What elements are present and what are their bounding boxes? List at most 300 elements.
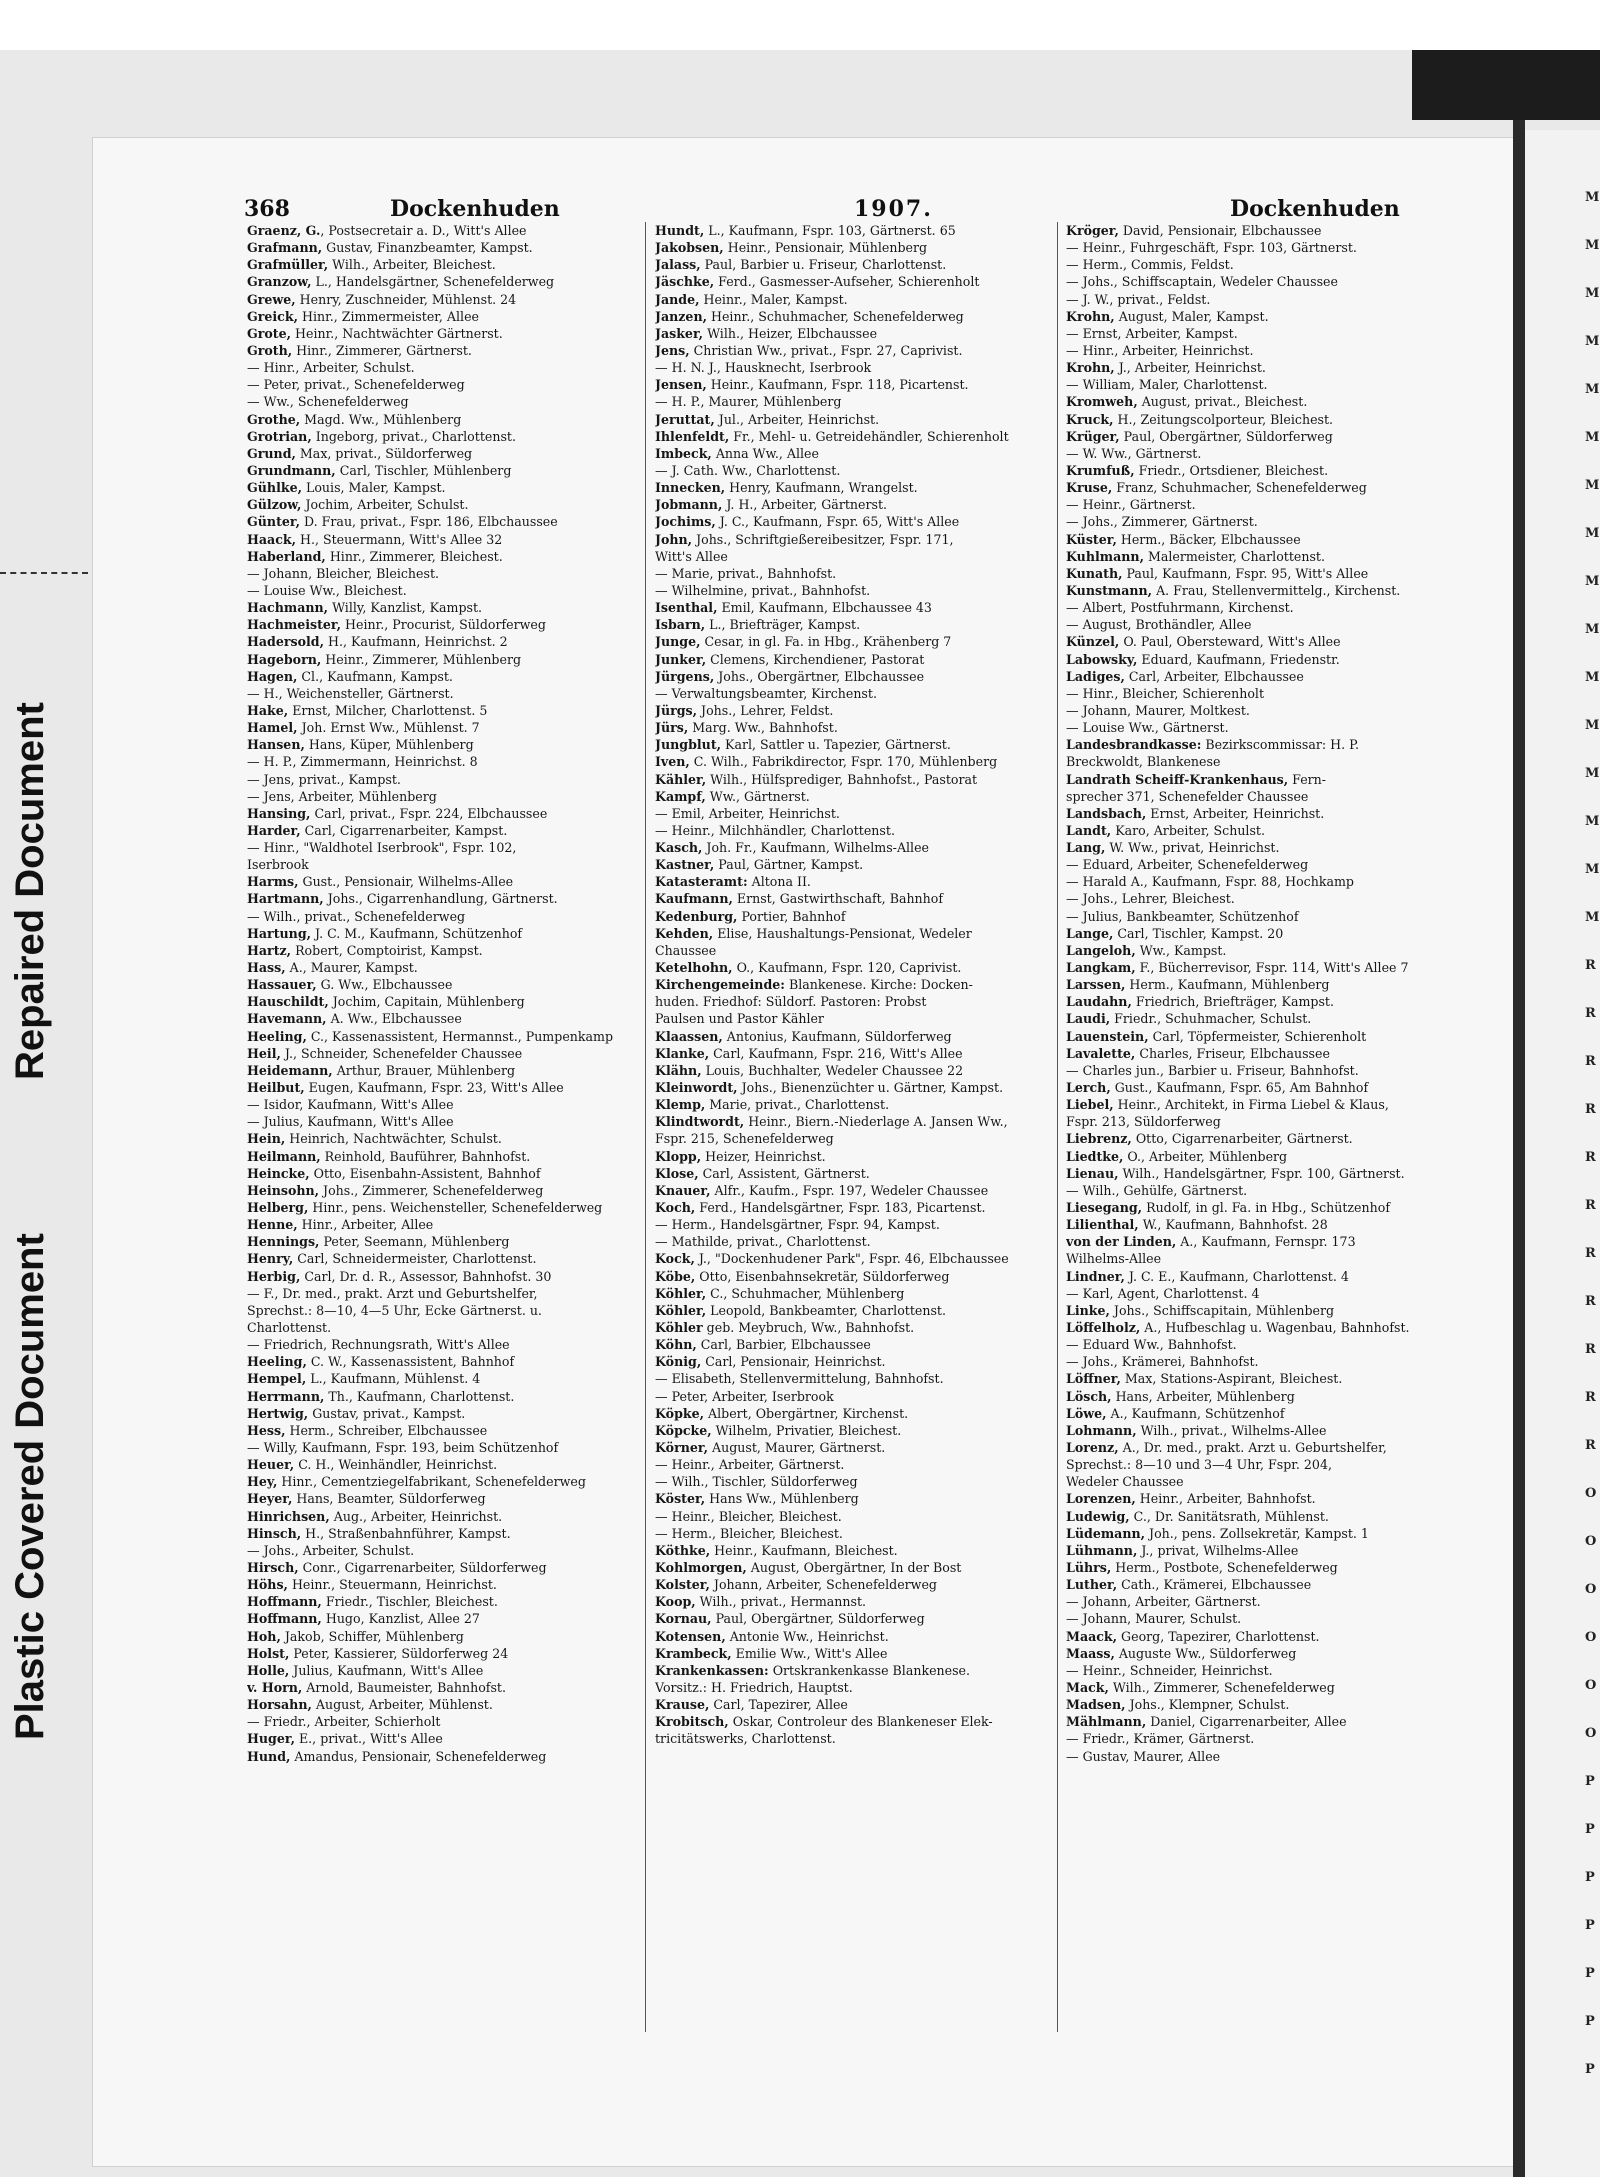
next-page-edge (1525, 130, 1600, 2177)
directory-entry (1066, 993, 1466, 1010)
entry-details: Antonie Ww., Heinrichst. (725, 1628, 889, 1644)
entry-name: Kaufmann, (655, 891, 733, 907)
directory-entry (655, 771, 1055, 788)
entry-name: Grewe, (247, 291, 296, 307)
entry-details: O., Kaufmann, Fspr. 120, Caprivist. (732, 960, 962, 976)
directory-entry (247, 668, 647, 685)
entry-details: Christian Ww., privat., Fspr. 27, Caprivist. (689, 342, 963, 358)
entry-details: — Wilhelmine, privat., Bahnhofst. (655, 582, 871, 598)
directory-entry (1066, 1353, 1466, 1370)
directory-entry (655, 1182, 1055, 1199)
directory-entry (1066, 599, 1466, 616)
entry-details: A., Kaufmann, Fernspr. 173 (1176, 1234, 1356, 1250)
entry-name: Kampf, (655, 788, 706, 804)
entry-name: Ludewig, (1066, 1508, 1130, 1524)
entry-details: Chaussee (655, 942, 717, 958)
directory-entry (655, 1439, 1055, 1456)
entry-details: Carl, privat., Fspr. 224, Elbchaussee (310, 805, 548, 821)
entry-name: Ladiges, (1066, 668, 1125, 684)
directory-entry (655, 1045, 1055, 1062)
entry-name: Holst, (247, 1645, 290, 1661)
entry-name: Ketelhohn, (655, 960, 733, 976)
next-page-fragment: R (1585, 1006, 1596, 1021)
directory-entry (655, 411, 1055, 428)
entry-details: L., Kaufmann, Fspr. 103, Gärtnerst. 65 (704, 223, 956, 238)
entry-details: Aug., Arbeiter, Heinrichst. (329, 1508, 503, 1524)
entry-name: Madsen, (1066, 1697, 1126, 1713)
directory-entry (655, 256, 1055, 273)
directory-entry (1066, 1730, 1466, 1747)
entry-details: — William, Maler, Charlottenst. (1066, 377, 1268, 393)
directory-entry (247, 976, 647, 993)
entry-details: Malermeister, Charlottenst. (1143, 548, 1325, 564)
entry-details: J. H., Arbeiter, Gärtnerst. (722, 497, 888, 513)
directory-entry (1066, 1748, 1466, 1765)
directory-entry (655, 942, 1055, 959)
entry-details: August, Arbeiter, Mühlenst. (311, 1697, 493, 1713)
directory-entry (1066, 1010, 1466, 1027)
directory-entry (1066, 1542, 1466, 1559)
directory-entry (655, 788, 1055, 805)
entry-name: Jensen, (655, 377, 707, 393)
entry-name: Liebrenz, (1066, 1131, 1132, 1147)
entry-details: Alfr., Kaufm., Fspr. 197, Wedeler Chaussee (710, 1182, 989, 1198)
next-page-fragment: M (1585, 910, 1600, 925)
entry-name: Heuer, (247, 1457, 295, 1473)
entry-details: — Friedr., Krämer, Gärtnerst. (1066, 1731, 1255, 1747)
entry-name: Jungblut, (655, 737, 722, 753)
directory-entry (1066, 925, 1466, 942)
next-page-fragment: M (1585, 238, 1600, 253)
entry-name: Hachmann, (247, 600, 329, 616)
entry-details: Karl, Sattler u. Tapezier, Gärtnerst. (721, 737, 951, 753)
directory-entry (1066, 1079, 1466, 1096)
directory-entry (655, 959, 1055, 976)
entry-name: Krohn, (1066, 308, 1115, 324)
directory-entry (1066, 582, 1466, 599)
entry-details: Gustav, Finanzbeamter, Kampst. (322, 240, 533, 256)
entry-name: Hauschildt, (247, 994, 329, 1010)
entry-name: Maack, (1066, 1628, 1118, 1644)
entry-details: — Peter, privat., Schenefelderweg (247, 377, 465, 393)
entry-details: — J. Cath. Ww., Charlottenst. (655, 462, 841, 478)
directory-entry (247, 993, 647, 1010)
directory-entry (247, 1319, 647, 1336)
entry-name: Jakobsen, (655, 240, 724, 256)
directory-entry (247, 633, 647, 650)
directory-entry (655, 1319, 1055, 1336)
entry-name: Heilbut, (247, 1080, 305, 1096)
directory-entry (655, 1336, 1055, 1353)
entry-details: — Johs., Lehrer, Bleichest. (1066, 891, 1235, 907)
directory-entry (655, 548, 1055, 565)
entry-details: Wilh., Hülfsprediger, Bahnhofst., Pastorat (706, 771, 978, 787)
entry-details: — Johann, Arbeiter, Gärtnerst. (1066, 1594, 1261, 1610)
entry-details: — Johann, Maurer, Schulst. (1066, 1611, 1242, 1627)
next-page-fragment: O (1585, 1486, 1597, 1501)
directory-entry (655, 1610, 1055, 1627)
directory-entry (247, 822, 647, 839)
directory-entry (1066, 1062, 1466, 1079)
directory-entry (247, 1679, 647, 1696)
entry-name: Janzen, (655, 308, 707, 324)
entry-details: August, Maurer, Gärtnerst. (707, 1439, 886, 1455)
directory-entry (247, 959, 647, 976)
directory-entry (247, 1508, 647, 1525)
entry-details: Carl, Pensionair, Heinrichst. (701, 1354, 886, 1370)
entry-name: Liesegang, (1066, 1200, 1143, 1216)
directory-entry (1066, 822, 1466, 839)
entry-name: Jürgens, (655, 668, 715, 684)
entry-details: Henry, Kaufmann, Wrangelst. (725, 480, 918, 496)
directory-entry (247, 1370, 647, 1387)
entry-details: W., Kaufmann, Bahnhofst. 28 (1138, 1217, 1328, 1233)
directory-entry (1066, 359, 1466, 376)
entry-details: Johs., Schiffscapitain, Mühlenberg (1109, 1302, 1335, 1318)
entry-name: Lorenz, (1066, 1439, 1119, 1455)
entry-details: Elise, Haushaltungs-Pensionat, Wedeler (713, 925, 972, 941)
entry-details: W. Ww., privat, Heinrichst. (1105, 840, 1280, 856)
entry-name: König, (655, 1354, 702, 1370)
entry-name: Kunstmann, (1066, 582, 1153, 598)
entry-details: Friedr., Schuhmacher, Schulst. (1110, 1011, 1312, 1027)
next-page-fragment: M (1585, 814, 1600, 829)
directory-entry (1066, 805, 1466, 822)
entry-name: Heincke, (247, 1165, 310, 1181)
entry-details: Daniel, Cigarrenarbeiter, Allee (1146, 1714, 1347, 1730)
directory-entry (1066, 1148, 1466, 1165)
entry-name: Höhs, (247, 1577, 288, 1593)
entry-name: Laudi, (1066, 1011, 1111, 1027)
directory-entry (1066, 1199, 1466, 1216)
entry-details: Eduard, Kaufmann, Friedenstr. (1137, 651, 1340, 667)
entry-name: Lang, (1066, 840, 1106, 856)
next-page-fragment: R (1585, 1102, 1596, 1117)
directory-entry (1066, 873, 1466, 890)
entry-details: — H. P., Zimmermann, Heinrichst. 8 (247, 754, 478, 770)
cut-line (0, 572, 88, 574)
directory-entry (655, 1028, 1055, 1045)
next-page-fragment: P (1585, 1870, 1595, 1885)
directory-entry (247, 1422, 647, 1439)
directory-entry (655, 1456, 1055, 1473)
entry-details: — Eduard, Arbeiter, Schenefelderweg (1066, 857, 1309, 873)
entry-name: Grotrian, (247, 428, 312, 444)
directory-entry (655, 1405, 1055, 1422)
next-page-fragment: M (1585, 430, 1600, 445)
entry-details: Ernst, Gastwirthschaft, Bahnhof (732, 891, 944, 907)
next-page-fragment: R (1585, 1294, 1596, 1309)
entry-details: Hans, Arbeiter, Mühlenberg (1111, 1388, 1295, 1404)
entry-details: Albert, Obergärtner, Kirchenst. (704, 1405, 909, 1421)
directory-entry (1066, 1422, 1466, 1439)
entry-details: O., Arbeiter, Mühlenberg (1123, 1148, 1288, 1164)
directory-entry (1066, 771, 1466, 788)
entry-details: — Julius, Bankbeamter, Schützenhof (1066, 908, 1299, 924)
entry-details: — Louise Ww., Gärtnerst. (1066, 720, 1229, 736)
next-page-fragment: P (1585, 1966, 1595, 1981)
entry-name: Hempel, (247, 1371, 307, 1387)
entry-name: Linke, (1066, 1302, 1110, 1318)
entry-details: Vorsitz.: H. Friedrich, Hauptst. (655, 1679, 853, 1695)
directory-entry (1066, 1439, 1466, 1456)
entry-name: Helberg, (247, 1200, 309, 1216)
entry-name: Köhler, (655, 1302, 707, 1318)
directory-entry (655, 1628, 1055, 1645)
directory-entry (247, 342, 647, 359)
directory-entry (247, 1216, 647, 1233)
entry-details: Louis, Maler, Kampst. (301, 480, 446, 496)
entry-details: — Johann, Bleicher, Bleichest. (247, 565, 440, 581)
directory-entry (247, 582, 647, 599)
directory-entry (247, 256, 647, 273)
entry-details: C. Wilh., Fabrikdirector, Fspr. 170, Mühlenberg (689, 754, 998, 770)
entry-details: — Wilh., privat., Schenefelderweg (247, 908, 466, 924)
entry-details: D. Frau, privat., Fspr. 186, Elbchaussee (300, 514, 558, 530)
directory-entry (247, 702, 647, 719)
entry-details: Heinr., Kaufmann, Fspr. 118, Picartenst. (706, 377, 969, 393)
directory-entry (247, 1645, 647, 1662)
directory-entry (247, 291, 647, 308)
directory-entry (1066, 685, 1466, 702)
directory-entry (655, 1370, 1055, 1387)
entry-details: — Heinr., Arbeiter, Gärtnerst. (655, 1457, 845, 1473)
entry-details: — Ww., Schenefelderweg (247, 394, 409, 410)
entry-name: Köthke, (655, 1542, 711, 1558)
entry-name: Hess, (247, 1422, 286, 1438)
entry-name: Jürgs, (655, 702, 698, 718)
directory-entry (655, 1645, 1055, 1662)
entry-details: Herm., Bäcker, Elbchaussee (1116, 531, 1301, 547)
directory-entry (655, 1233, 1055, 1250)
entry-name: Hinrichsen, (247, 1508, 330, 1524)
entry-details: Hinr., Zimmermeister, Allee (297, 308, 479, 324)
entry-name: Kunath, (1066, 565, 1123, 581)
entry-name: Kröger, (1066, 223, 1119, 238)
directory-entry (1066, 1028, 1466, 1045)
directory-entry (247, 1233, 647, 1250)
entry-name: Landrath Scheiff-Krankenhaus, (1066, 771, 1289, 787)
directory-entry (247, 599, 647, 616)
entry-name: Horsahn, (247, 1697, 312, 1713)
entry-details: Friedr., Ortsdiener, Bleichest. (1134, 462, 1329, 478)
next-page-fragment: R (1585, 1438, 1596, 1453)
entry-name: Köhler (655, 1320, 703, 1335)
directory-entry (655, 925, 1055, 942)
entry-name: Hoffmann, (247, 1594, 322, 1610)
directory-entry (1066, 668, 1466, 685)
next-page-fragment: M (1585, 622, 1600, 637)
entry-details: Hans, Beamter, Süldorferweg (292, 1491, 486, 1507)
directory-entry (655, 993, 1055, 1010)
entry-name: Kornau, (655, 1611, 712, 1627)
directory-entry (655, 890, 1055, 907)
entry-name: Körner, (655, 1439, 708, 1455)
entry-name: Luther, (1066, 1577, 1118, 1593)
entry-details: Wedeler Chaussee (1066, 1474, 1184, 1490)
entry-details: A., Maurer, Kampst. (285, 960, 418, 976)
entry-details: Herm., Schreiber, Elbchaussee (285, 1422, 488, 1438)
entry-details: L., Briefträger, Kampst. (705, 617, 861, 633)
entry-details: Friedr., Tischler, Bleichest. (321, 1594, 498, 1610)
entry-details: Arnold, Baumeister, Bahnhofst. (302, 1679, 506, 1695)
entry-details: Heinr., Zimmerer, Mühlenberg (321, 651, 522, 667)
entry-details: H., Straßenbahnführer, Kampst. (301, 1525, 511, 1541)
entry-details: August, privat., Bleichest. (1137, 394, 1308, 410)
entry-details: — Hinr., Arbeiter, Heinrichst. (1066, 342, 1254, 358)
entry-details: Paul, Kaufmann, Fspr. 95, Witt's Allee (1122, 565, 1369, 581)
next-page-fragment: M (1585, 526, 1600, 541)
entry-details: J., privat, Wilhelms-Allee (1137, 1542, 1299, 1558)
directory-entry (655, 736, 1055, 753)
entry-details: Wilh., Zimmerer, Schenefelderweg (1108, 1679, 1335, 1695)
entry-name: Kruse, (1066, 480, 1113, 496)
entry-name: Hageborn, (247, 651, 322, 667)
entry-details: Charlottenst. (247, 1320, 332, 1335)
entry-details: Karo, Arbeiter, Schulst. (1111, 822, 1265, 838)
entry-details: Heinr., Pensionair, Mühlenberg (723, 240, 928, 256)
directory-entry (1066, 736, 1466, 753)
directory-entry (247, 1182, 647, 1199)
entry-details: A., Hufbeschlag u. Wagenbau, Bahnhofst. (1140, 1320, 1410, 1335)
directory-entry (655, 668, 1055, 685)
entry-details: Carl, Kaufmann, Fspr. 216, Witt's Allee (709, 1045, 963, 1061)
entry-name: John, (655, 531, 693, 547)
directory-entry (655, 1388, 1055, 1405)
entry-name: Lavalette, (1066, 1045, 1136, 1061)
entry-details: — H. P., Maurer, Mühlenberg (655, 394, 842, 410)
entry-name: Köpke, (655, 1405, 704, 1421)
entry-details: Otto, Eisenbahn-Assistent, Bahnhof (309, 1165, 541, 1181)
directory-entry (655, 1508, 1055, 1525)
entry-details: Fspr. 215, Schenefelderweg (655, 1131, 834, 1147)
directory-entry (1066, 1559, 1466, 1576)
entry-details: Breckwoldt, Blankenese (1066, 754, 1221, 770)
directory-entry (655, 805, 1055, 822)
directory-entry (247, 1696, 647, 1713)
entry-name: Hartmann, (247, 891, 324, 907)
next-page-fragment: M (1585, 382, 1600, 397)
entry-name: Heidemann, (247, 1062, 333, 1078)
directory-entry (1066, 1473, 1466, 1490)
entry-details: — Johs., Zimmerer, Gärtnerst. (1066, 514, 1258, 530)
directory-entry (655, 1062, 1055, 1079)
entry-details: Carl, Schneidermeister, Charlottenst. (293, 1251, 537, 1267)
entry-name: Henne, (247, 1217, 298, 1233)
entry-details: L., Handelsgärtner, Schenefelderweg (311, 274, 555, 290)
directory-entry (1066, 342, 1466, 359)
entry-name: Lüdemann, (1066, 1525, 1146, 1541)
directory-entry (247, 428, 647, 445)
entry-details: — Johs., Schiffscaptain, Wedeler Chaussee (1066, 274, 1338, 290)
entry-name: Knauer, (655, 1182, 711, 1198)
entry-details: Johann, Arbeiter, Schenefelderweg (709, 1577, 937, 1593)
directory-entry (655, 599, 1055, 616)
next-page-fragment: M (1585, 478, 1600, 493)
entry-details: , Postsecretair a. D., Witt's Allee (320, 223, 527, 238)
directory-entry (655, 1576, 1055, 1593)
directory-entry (655, 1268, 1055, 1285)
directory-entry (1066, 308, 1466, 325)
entry-name: Hansing, (247, 805, 311, 821)
entry-details: C. H., Weinhändler, Heinrichst. (294, 1457, 498, 1473)
entry-name: Kromweh, (1066, 394, 1138, 410)
entry-name: Grothe, (247, 411, 301, 427)
entry-details: — Gustav, Maurer, Allee (1066, 1748, 1221, 1764)
entry-details: — F., Dr. med., prakt. Arzt und Geburtshelfer, (247, 1285, 538, 1301)
directory-entry (655, 513, 1055, 530)
entry-details: — Wilh., Tischler, Süldorferweg (655, 1474, 858, 1490)
entry-details: Herm., Postbote, Schenefelderweg (1111, 1559, 1338, 1575)
directory-entry (1066, 942, 1466, 959)
entry-details: — Johs., Krämerei, Bahnhofst. (1066, 1354, 1259, 1370)
directory-entry (655, 719, 1055, 736)
entry-details: Heinr., Nachtwächter Gärtnerst. (291, 325, 503, 341)
entry-name: Lienau, (1066, 1165, 1119, 1181)
directory-entry (655, 445, 1055, 462)
entry-details: J. C. E., Kaufmann, Charlottenst. 4 (1124, 1268, 1349, 1284)
directory-entry (1066, 1628, 1466, 1645)
entry-details: Max, privat., Süldorferweg (295, 445, 473, 461)
entry-details: — Isidor, Kaufmann, Witt's Allee (247, 1097, 454, 1113)
entry-name: Hoffmann, (247, 1611, 322, 1627)
entry-name: Hadersold, (247, 634, 324, 650)
entry-details: — Jens, Arbeiter, Mühlenberg (247, 788, 437, 804)
directory-entry (1066, 428, 1466, 445)
entry-details: Ferd., Handelsgärtner, Fspr. 183, Picartenst. (695, 1200, 986, 1216)
entry-name: Maass, (1066, 1645, 1115, 1661)
entry-name: Kähler, (655, 771, 707, 787)
entry-name: Hansen, (247, 737, 305, 753)
entry-name: Hirsch, (247, 1559, 299, 1575)
entry-name: Köhler, (655, 1285, 707, 1301)
entry-details: Amandus, Pensionair, Schenefelderweg (290, 1748, 547, 1764)
directory-entry (247, 1713, 647, 1730)
directory-entry (1066, 496, 1466, 513)
directory-entry (1066, 1525, 1466, 1542)
entry-name: Löwe, (1066, 1405, 1107, 1421)
entry-name: Kolster, (655, 1577, 710, 1593)
directory-entry (1066, 1165, 1466, 1182)
entry-details: Robert, Comptoirist, Kampst. (291, 942, 483, 958)
directory-entry (1066, 1610, 1466, 1627)
entry-name: Heilmann, (247, 1148, 321, 1164)
directory-entry (247, 1250, 647, 1267)
entry-name: Jens, (655, 342, 690, 358)
entry-details: Otto, Eisenbahnsekretär, Süldorferweg (695, 1268, 950, 1284)
entry-details: A., Kaufmann, Schützenhof (1106, 1405, 1285, 1421)
directory-entry (1066, 531, 1466, 548)
directory-entry (1066, 753, 1466, 770)
entry-details: Johs., Cigarrenhandlung, Gärtnerst. (323, 891, 558, 907)
entry-details: Wilhelm, Privatier, Bleichest. (711, 1422, 902, 1438)
entry-details: Gust., Pensionair, Wilhelms-Allee (298, 874, 514, 890)
page-number: 368 (244, 196, 290, 222)
directory-entry (1066, 1319, 1466, 1336)
entry-name: Hake, (247, 702, 289, 718)
directory-entry (247, 1593, 647, 1610)
entry-details: C. W., Kassenassistent, Bahnhof (306, 1354, 515, 1370)
entry-details: August, Maler, Kampst. (1114, 308, 1269, 324)
directory-entry (1066, 633, 1466, 650)
entry-name: Grafmüller, (247, 257, 329, 273)
entry-details: Th., Kaufmann, Charlottenst. (324, 1388, 515, 1404)
directory-entry (655, 1216, 1055, 1233)
entry-details: Georg, Tapezirer, Charlottenst. (1117, 1628, 1320, 1644)
entry-details: Carl, Barbier, Elbchaussee (696, 1337, 871, 1353)
entry-name: Klemp, (655, 1097, 706, 1113)
entry-name: Lorenzen, (1066, 1491, 1136, 1507)
